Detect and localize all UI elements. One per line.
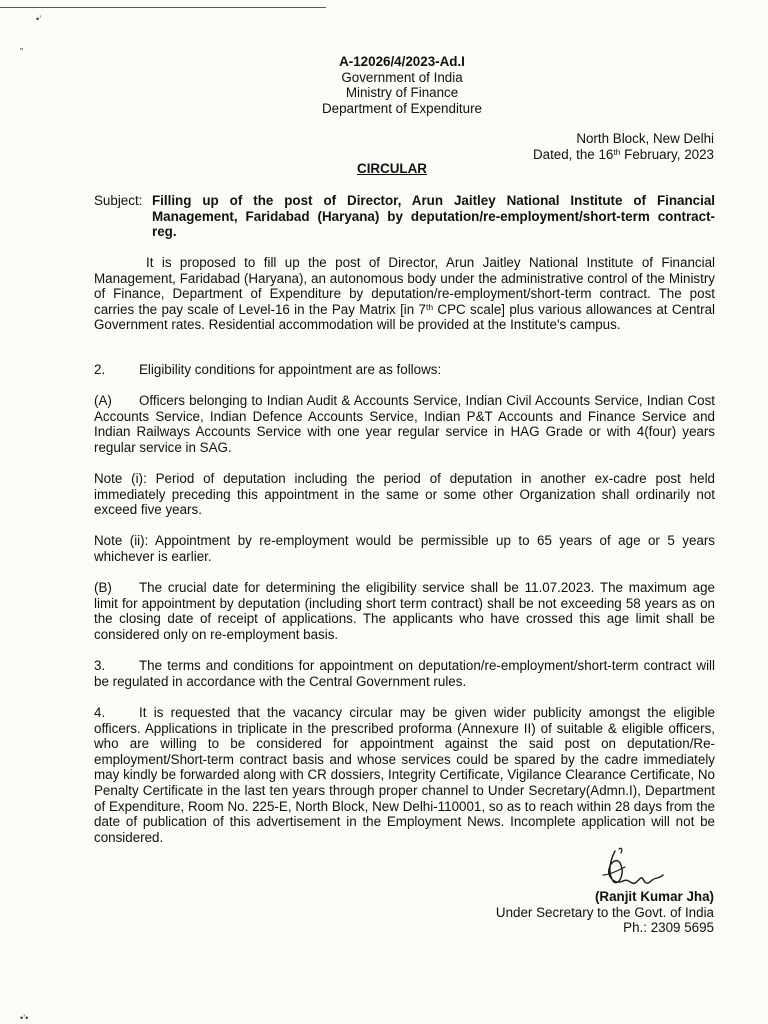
paragraph-a: (A) Officers belonging to Indian Audit & Accounts Service, Indian Civil Accounts Service, Indian Cost Accounts Service, Indian Defence Accounts Service, Indian P&T Accounts and Finance Service and Indian Railways Accounts Service with one year regular service in HAG Grade or with 4(four) years regular service in SAG. (94, 393, 715, 455)
note-2: Note (ii): Appointment by re-employment would be permissible up to 65 years of age or 5 years whichever is earlier. (94, 533, 715, 564)
scan-edge-line (0, 7, 326, 8)
paragraph-number: (B) (94, 580, 112, 595)
letterhead-ministry: Ministry of Finance (345, 85, 459, 101)
place-location: North Block, New Delhi (576, 131, 714, 146)
note-1: Note (i): Period of deputation including the period of deputation in another ex-cadre post held immediately preceding this appointment in the same or some other Organization shall ordinarily not exceed five years. (94, 471, 715, 518)
reference-number: A-12026/4/2023-Ad.I (339, 54, 465, 69)
paragraph-1: It is proposed to fill up the post of Director, Arun Jaitley National Institute of Financial Management, Faridabad (Haryana), an autonomous body under the administrative control of the Ministry of Finance, Department of Expenditure by deputation/re-employment/short-term contract. The post carries the pay scale of Level-16 in the Pay Matrix [in 7th CPC scale] plus various allowances at Central Government rates. Residential accommodation will be provided at the Institute's campus. (94, 255, 715, 333)
paragraph-3: 3. The terms and conditions for appointment on deputation/re-employment/short-term contract will be regulated in accordance with the Central Government rules. (94, 658, 715, 689)
paragraph-number: 2. (94, 362, 106, 377)
paragraph-number: 3. (94, 658, 106, 673)
signatory-block (496, 889, 714, 936)
letterhead-government: Government of India (341, 69, 463, 85)
scan-speck-mark: •’ (36, 14, 42, 24)
paragraph-2: 2. Eligibility conditions for appointment are as follows: (94, 362, 442, 377)
paragraph-number: 4. (94, 705, 106, 720)
subject-block (94, 193, 715, 240)
paragraph-4: 4. It is requested that the vacancy circular may be given wider publicity amongst the eligible officers. Applications in triplicate in the prescribed proforma (Annexure II) of suitable & eligible officers, who are willing to be considered for appointment against the said post on deputation/Re-employment/Short-term contract basis and whose services could be spared by the cadre immediately may kindly be forwarded along with CR dossiers, Integrity Certificate, Vigilance Clearance Certificate, No Penalty Certificate in the last ten years through proper channel to Under Secretary(Admn.I), Department of Expenditure, Room No. 225-E, North Block, New Delhi-110001, so as to reach within 28 days from the date of publication of this advertisement in the Employment News. Incomplete application will not be considered. (94, 705, 715, 845)
signatory-designation: Under Secretary to the Govt. of India (495, 904, 714, 920)
signatory-phone: Ph.: 2309 5695 (623, 920, 714, 936)
letterhead (0, 54, 768, 116)
signatory-name: (Ranjit Kumar Jha) (594, 889, 714, 904)
subject-text: Filling up of the post of Director, Arun Jaitley National Institute of Financial Management, Faridabad (Haryana) by deputation/re-employment/short-term contract-reg. (152, 193, 715, 240)
scan-speck-mark: „ (20, 41, 23, 51)
subject-label: Subject: (94, 193, 143, 208)
letterhead-department: Department of Expenditure (321, 100, 483, 116)
document-title (0, 161, 768, 177)
paragraph-b: (B) The crucial date for determining the eligibility service shall be 11.07.2023. The maximum age limit for appointment by deputation (including short term contract) shall be not exceeding 58 years as on the closing date of receipt of applications. The applicants who have crossed this age limit shall be considered only on re-employment basis. (94, 580, 715, 642)
scan-speck-mark: •’• (20, 1013, 29, 1023)
issue-date: Dated, the 16th February, 2023 (532, 146, 714, 162)
paragraph-number: (A) (94, 393, 112, 408)
place-and-date (533, 131, 714, 162)
circular-heading: CIRCULAR (357, 161, 427, 176)
